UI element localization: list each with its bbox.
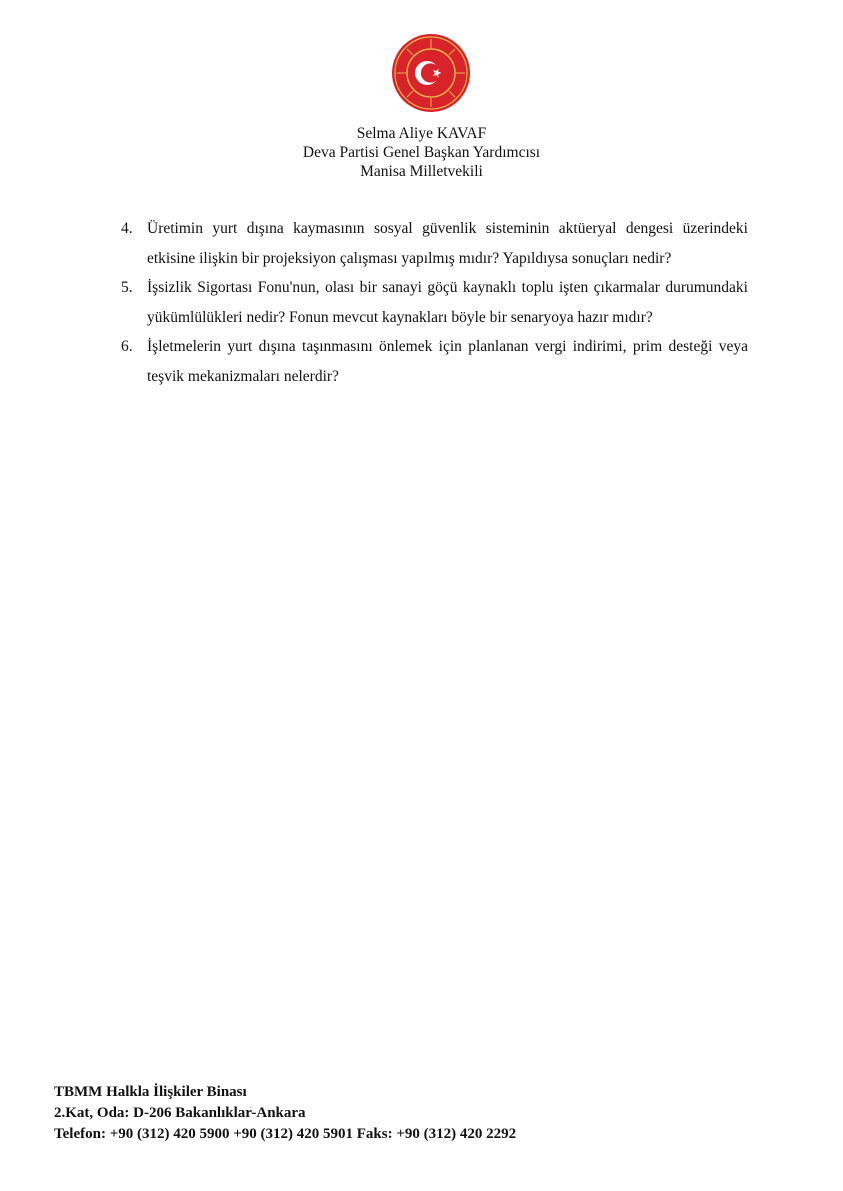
question-item [120, 273, 748, 332]
tbmm-seal-logo [391, 33, 471, 113]
question-item [120, 332, 748, 391]
footer-address [54, 1082, 516, 1145]
footer-building: TBMM Halkla İlişkiler Binası [54, 1084, 247, 1100]
question-number: 5. [121, 279, 133, 296]
sender-name: Selma Aliye KAVAF [356, 125, 487, 142]
question-number: 4. [121, 220, 133, 237]
question-item [120, 214, 748, 273]
footer-office: 2.Kat, Oda: D-206 Bakanlıklar-Ankara [54, 1105, 306, 1121]
sender-position: Deva Partisi Genel Başkan Yardımcısı [302, 144, 541, 161]
sender-header [0, 124, 843, 181]
question-text: Üretimin yurt dışına kaymasının sosyal güvenlik sisteminin aktüeryal dengesi üzerindeki etkisine ilişkin bir projeksiyon çalışması yapılmış mıdır? Yapıldıysa sonuçları nedir? [147, 220, 748, 267]
question-text: İşsizlik Sigortası Fonu'nun, olası bir sanayi göçü kaynaklı toplu işten çıkarmalar durumundaki yükümlülükleri nedir? Fonun mevcut kaynakları böyle bir senaryoya hazır mıdır? [147, 279, 748, 326]
question-list [120, 214, 748, 391]
footer-contact: Telefon: +90 (312) 420 5900 +90 (312) 420 5901 Faks: +90 (312) 420 2292 [54, 1126, 517, 1142]
sender-constituency: Manisa Milletvekili [360, 163, 483, 180]
question-text: İşletmelerin yurt dışına taşınmasını önlemek için planlanan vergi indirimi, prim desteği veya teşvik mekanizmaları nelerdir? [147, 338, 748, 385]
question-number: 6. [121, 338, 133, 355]
